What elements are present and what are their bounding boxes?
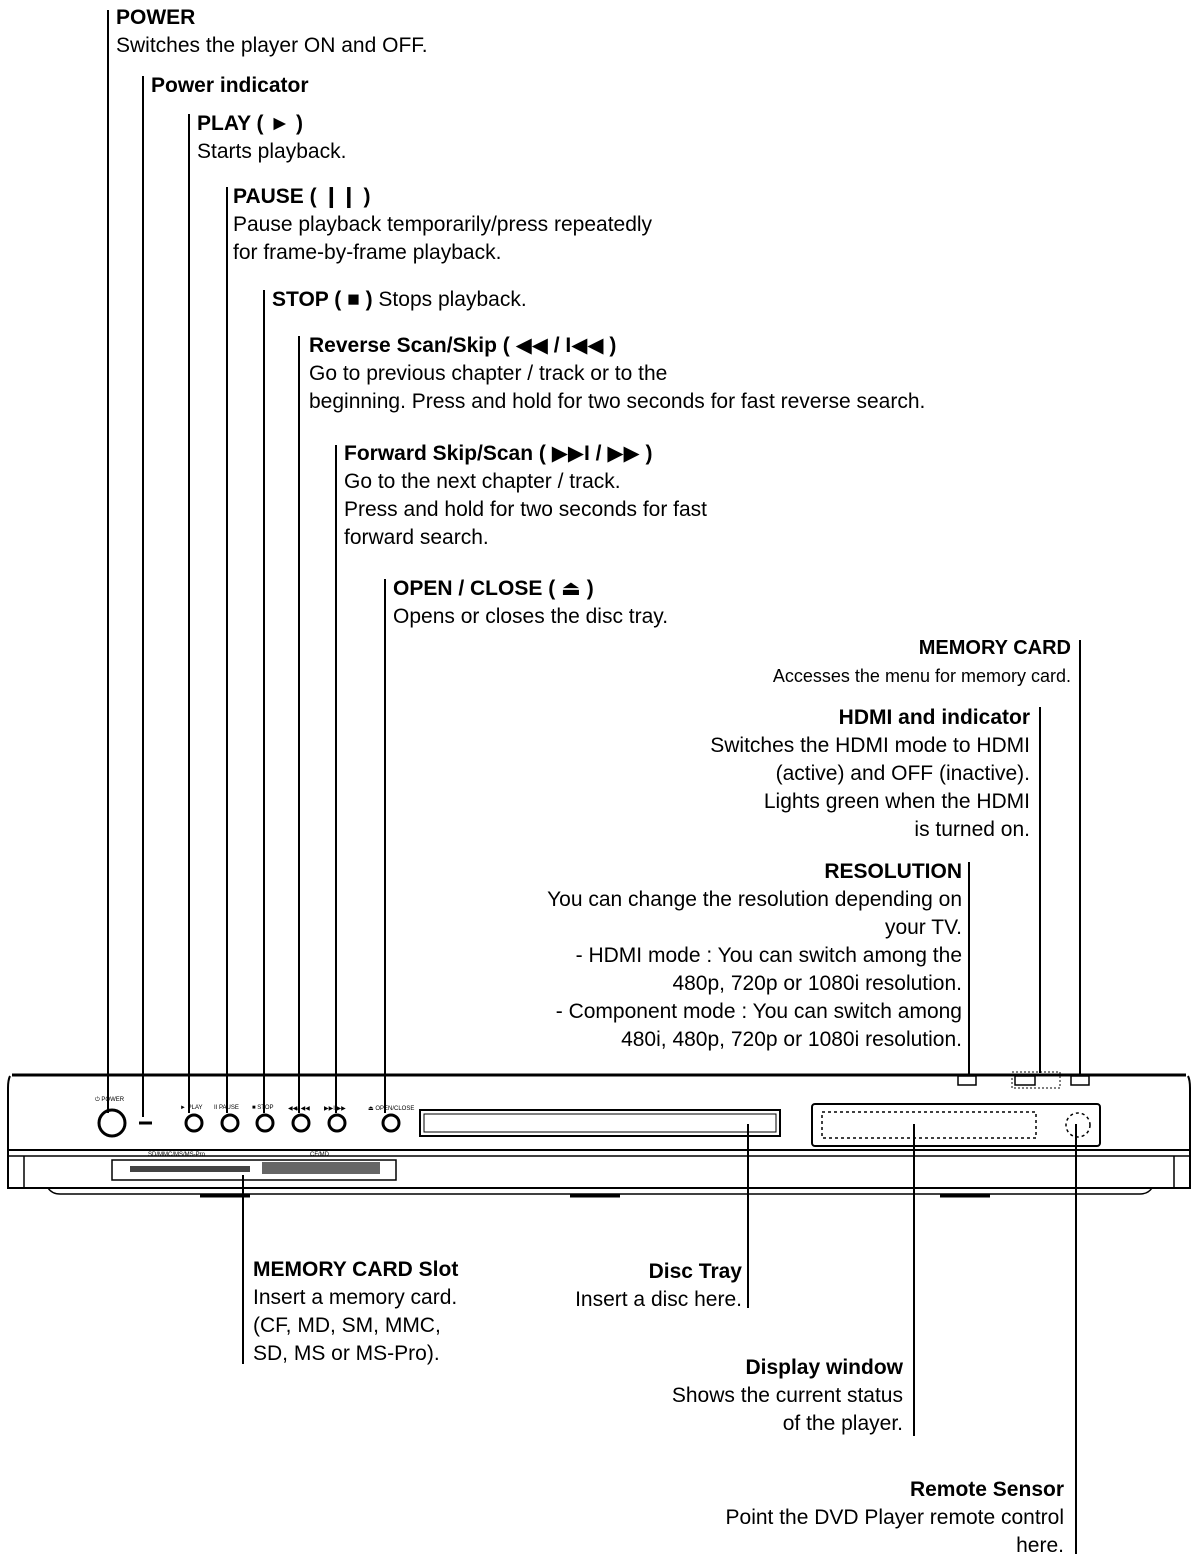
forward-label — [344, 440, 707, 552]
play-button — [186, 1115, 202, 1131]
stop-marking: ■ STOP — [252, 1105, 274, 1111]
memory-card-slot-desc-line2: (CF, MD, SM, MMC, — [253, 1314, 441, 1337]
memory-card-slot-title: MEMORY CARD Slot — [253, 1258, 459, 1281]
reverse-label — [309, 332, 925, 416]
remote-sensor-title: Remote Sensor — [909, 1478, 1064, 1501]
stop-label — [272, 286, 527, 314]
hdmi-title: HDMI and indicator — [838, 706, 1030, 729]
pause-title: PAUSE ( ❙❙ ) — [233, 185, 371, 208]
remote-sensor-desc-line2: here. — [1016, 1534, 1064, 1557]
disc-tray-desc: Insert a disc here. — [575, 1288, 742, 1311]
display-window — [812, 1104, 1100, 1146]
resolution-desc-line4: 480p, 720p or 1080i resolution. — [672, 972, 962, 995]
pause-desc-line2: for frame-by-frame playback. — [233, 241, 502, 264]
stop-title: STOP ( ■ ) — [272, 288, 373, 311]
display-window-title: Display window — [745, 1356, 903, 1379]
display-window-label — [672, 1354, 903, 1438]
forward-title: Forward Skip/Scan ( ▶▶I / ▶▶ ) — [344, 442, 653, 465]
resolution-desc-line3: - HDMI mode : You can switch among the — [575, 944, 962, 967]
pause-marking: II PAUSE — [214, 1105, 239, 1111]
remote-sensor — [1066, 1113, 1090, 1137]
pause-label — [233, 183, 652, 267]
forward-desc-line3: forward search. — [344, 526, 489, 549]
open-close-desc: Opens or closes the disc tray. — [393, 605, 669, 628]
power-title: POWER — [116, 6, 196, 29]
memory-card-slot-desc-line1: Insert a memory card. — [253, 1286, 458, 1309]
open-close-label — [393, 575, 668, 631]
resolution-title: RESOLUTION — [824, 860, 962, 883]
remote-sensor-label — [726, 1476, 1064, 1560]
resolution-desc-line6: 480i, 480p, 720p or 1080i resolution. — [621, 1028, 962, 1051]
reverse-title: Reverse Scan/Skip ( ◀◀ / I◀◀ ) — [309, 334, 617, 357]
power-label — [116, 4, 428, 60]
open-close-button — [383, 1115, 399, 1131]
memory-card-title: MEMORY CARD — [918, 637, 1071, 659]
reverse-desc-line1: Go to previous chapter / track or to the — [309, 362, 668, 385]
hdmi-desc-line3: Lights green when the HDMI — [763, 790, 1030, 813]
power-marking: ⏻ POWER — [95, 1097, 125, 1103]
open-marking: ⏏ OPEN/CLOSE — [368, 1106, 415, 1112]
hdmi-desc-line1: Switches the HDMI mode to HDMI — [710, 734, 1030, 757]
memory-card-label — [773, 634, 1071, 690]
power-button — [99, 1110, 125, 1136]
play-marking: ► PLAY — [180, 1105, 203, 1111]
hdmi-desc-line4: is turned on. — [914, 818, 1030, 841]
resolution-desc-line5: - Component mode : You can switch among — [555, 1000, 962, 1023]
pause-desc-line1: Pause playback temporarily/press repeatedly — [233, 213, 653, 236]
reverse-desc-line2: beginning. Press and hold for two seconds for fast reverse search. — [309, 390, 926, 413]
resolution-button — [958, 1076, 976, 1085]
memory-card-slot-desc-line3: SD, MS or MS-Pro). — [253, 1342, 440, 1365]
reverse-button — [293, 1115, 309, 1131]
open-close-title: OPEN / CLOSE ( ⏏ ) — [393, 577, 594, 600]
rev-marking: ◀◀/I◀◀ — [288, 1106, 310, 1112]
display-window-desc-line1: Shows the current status — [671, 1384, 903, 1407]
fwd-marking: ▶▶I/▶▶ — [324, 1106, 346, 1112]
disc-tray-label — [575, 1258, 742, 1314]
remote-sensor-desc-line1: Point the DVD Player remote control — [725, 1506, 1064, 1529]
forward-button — [329, 1115, 345, 1131]
power-desc: Switches the player ON and OFF. — [116, 34, 428, 57]
hdmi-desc-line2: (active) and OFF (inactive). — [775, 762, 1030, 785]
hdmi-button — [1015, 1076, 1035, 1085]
memory-card-desc: Accesses the menu for memory card. — [772, 666, 1071, 686]
pause-button — [222, 1115, 238, 1131]
hdmi-label — [710, 704, 1030, 844]
forward-desc-line1: Go to the next chapter / track. — [344, 470, 621, 493]
disc-tray-title: Disc Tray — [648, 1260, 742, 1283]
slot1-marking: SD/MMC/MS/MS-Pro — [148, 1152, 205, 1158]
play-title: PLAY ( ► ) — [197, 112, 303, 135]
display-window-desc-line2: of the player. — [782, 1412, 903, 1435]
slot2-marking: CF/MD — [310, 1152, 329, 1158]
memory-card-slot-label — [253, 1256, 458, 1368]
stop-desc: Stops playback. — [372, 288, 527, 311]
play-desc: Starts playback. — [197, 140, 347, 163]
stop-button — [257, 1115, 273, 1131]
play-label — [197, 110, 346, 166]
memory-card-button — [1071, 1076, 1089, 1085]
resolution-label — [547, 858, 962, 1054]
power-indicator-title: Power indicator — [151, 74, 309, 97]
power-indicator-label — [151, 72, 309, 100]
forward-desc-line2: Press and hold for two seconds for fast — [344, 498, 708, 521]
resolution-desc-line1: You can change the resolution depending on — [547, 888, 962, 911]
dvd-player — [8, 1072, 1190, 1196]
resolution-desc-line2: your TV. — [884, 916, 962, 939]
